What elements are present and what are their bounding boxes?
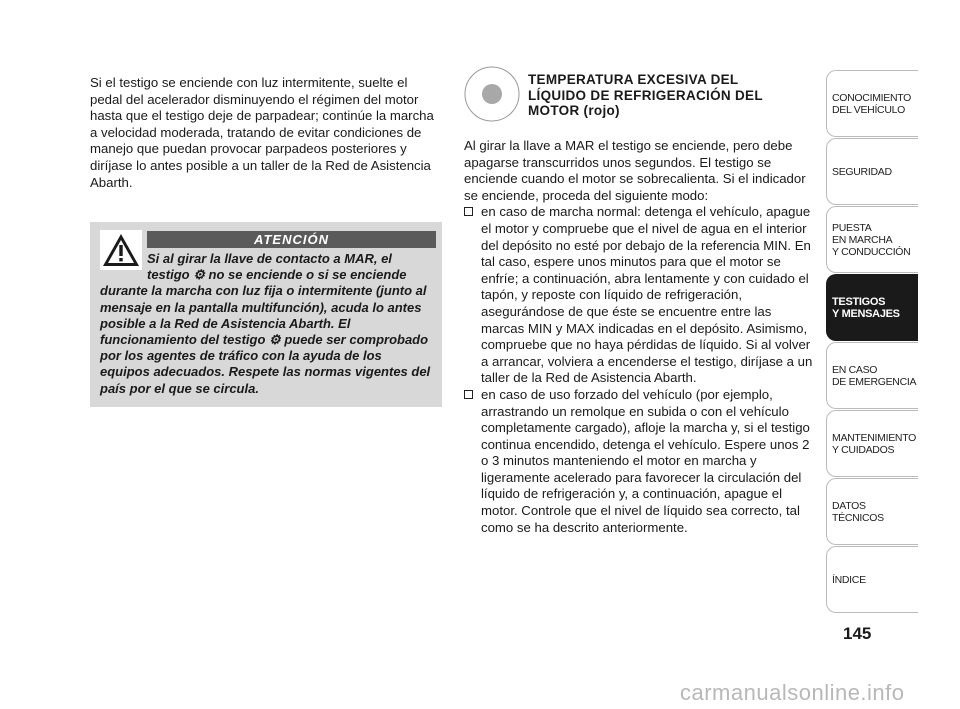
tab-conocimiento[interactable]: CONOCIMIENTO DEL VEHÍCULO — [826, 70, 918, 137]
indicator-light-icon — [464, 66, 520, 122]
tab-emergencia[interactable]: EN CASO DE EMERGENCIA — [826, 342, 918, 409]
section-heading: TEMPERATURA EXCESIVA DEL LÍQUIDO DE REFRIGERACIÓN DEL MOTOR (rojo) — [528, 72, 763, 118]
page-number: 145 — [843, 624, 872, 643]
section-intro: Al girar la llave a MAR el testigo se enciende, pero debe apagarse transcurridos unos segundos. El testigo se enciende cuando el motor se sobrecalienta. Si el indicador se enciende, proceda del siguiente modo: — [464, 138, 806, 203]
engine-icon: ⚙ — [193, 267, 205, 283]
warning-title: ATENCIÓN — [147, 231, 436, 248]
chapter-sidebar — [826, 70, 918, 614]
footer-watermark: carmanualsonline.info — [680, 680, 905, 705]
section-body — [464, 138, 814, 536]
engine-icon: ⚙ — [269, 332, 281, 348]
checkbox-bullet-icon — [464, 390, 473, 399]
tab-testigos[interactable]: TESTIGOS Y MENSAJES — [826, 274, 918, 341]
tab-indice[interactable]: ÍNDICE — [826, 546, 918, 613]
list-item: en caso de marcha normal: detenga el vehículo, apague el motor y compruebe que el nivel de agua en el interior del depósito no esté por debajo de la referencia MIN. En tal caso, espere unos minutos para que el motor se enfríe; a continuación, abra lentamente y con cuidado el tapón, y reposte con líquido de refrigeración, asegurándose de que éste se encuentre entre las marcas MIN y MAX indicadas en el depósito. Asimismo, compruebe que no haya pérdidas de líquido. Si al volver a arrancar, volviera a encenderse el testigo, diríjase a un taller de la Red de Asistencia Abarth. — [464, 204, 814, 387]
list-item: en caso de uso forzado del vehículo (por ejemplo, arrastrando un remolque en subida o con el vehículo completamente cargado), afloje la marcha y, si el testigo continua encendido, detenga el vehículo. Espere unos 2 o 3 minutos manteniendo el motor en marcha y ligeramente acelerado para favorecer la circulación del líquido de refrigeración y, a continuación, apague el motor. Controle que el nivel de líquido sea correcto, tal como se ha descrito anteriormente. — [464, 387, 814, 536]
warning-text: Si al girar la llave de contacto a MAR, el testigo ⚙ no se enciende o si se enciende durante la marcha con luz fija o intermitente (junto al mensaje en la pantalla multifunción), acuda lo antes posible a la Red de Asistencia Abarth. El funcionamiento del testigo ⚙ puede ser comprobado por los agentes de tráfico con la ayuda de los equipos adecuados. Respete las normas vigentes del país por el que se circula. — [100, 251, 431, 396]
tab-mantenimiento[interactable]: MANTENIMIENTO Y CUIDADOS — [826, 410, 918, 477]
bullet-list — [464, 204, 814, 536]
checkbox-bullet-icon — [464, 207, 473, 216]
tab-datos-tecnicos[interactable]: DATOS TÉCNICOS — [826, 478, 918, 545]
warning-box — [90, 222, 442, 407]
intro-paragraph: Si el testigo se enciende con luz intermitente, suelte el pedal del acelerador disminuyendo el régimen del motor hasta que el testigo deje de parpadear; continúe la marcha a velocidad moderada, tratando de evitar condiciones de manejo que puedan provocar parpadeos posteriores y diríjase lo antes posible a un taller de la Red de Asistencia Abarth. — [90, 75, 434, 190]
tab-puesta-en-marcha[interactable]: PUESTA EN MARCHA Y CONDUCCIÓN — [826, 206, 918, 273]
tab-seguridad[interactable]: SEGURIDAD — [826, 138, 918, 205]
